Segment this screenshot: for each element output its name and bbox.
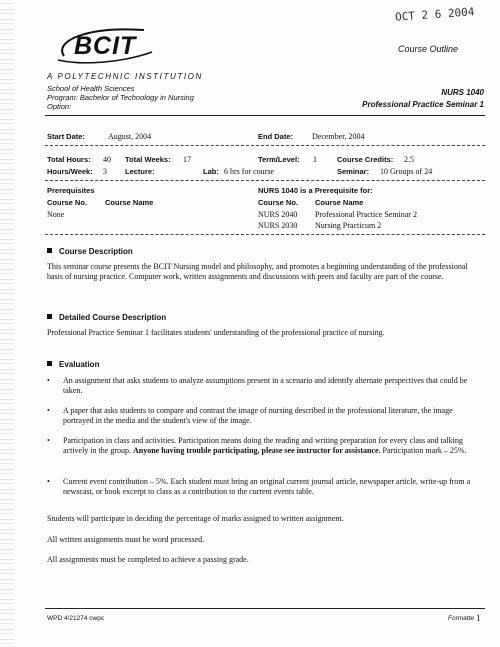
prereq-for-course-name: Professional Practice Seminar 2 xyxy=(315,210,417,219)
logo-text: BCIT xyxy=(74,32,137,60)
scan-edge-artifact xyxy=(0,0,14,647)
prerequisites-heading: Prerequisites xyxy=(47,186,95,195)
square-bullet-icon xyxy=(47,361,52,366)
participation-text: Participation in class and activities. Participation means doing the reading and writing preparation for every class and talking actively in the group. xyxy=(63,436,463,455)
institution-tagline: A POLYTECHNIC INSTITUTION xyxy=(47,72,203,81)
course-description-text: This seminar course presents the BCIT Nursing model and philosophy, and promotes a beginning understanding of the professional basis of nursing practice. Computer work, written assignments and discussions with peers and faculty are part of the course. xyxy=(47,262,468,281)
footer-divider xyxy=(45,608,485,609)
bullet-icon: • xyxy=(47,477,50,486)
hours-per-week-value: 3 xyxy=(103,167,107,176)
total-hours-label: Total Hours: xyxy=(47,155,91,164)
prereq-divider xyxy=(45,234,485,235)
prereq-for-course-no-header: Course No. xyxy=(258,198,299,207)
program-name: Program: Bachelor of Technology in Nursing xyxy=(47,93,194,102)
course-title: Professional Practice Seminar 1 xyxy=(362,100,484,109)
course-code: NURS 1040 xyxy=(441,88,484,97)
hours-per-week-label: Hours/Week: xyxy=(47,167,93,176)
course-credits-value: 2.5 xyxy=(404,155,414,164)
detailed-description-heading: Detailed Course Description xyxy=(47,313,166,322)
total-hours-value: 40 xyxy=(103,155,111,164)
prereq-course-no: None xyxy=(47,210,65,219)
header-divider xyxy=(45,115,485,116)
course-credits-label: Course Credits: xyxy=(337,155,394,164)
bcit-logo xyxy=(44,22,164,76)
page-number: 1 xyxy=(476,613,481,623)
prereq-for-course-name-header: Course Name xyxy=(315,198,364,207)
evaluation-note: All written assignments must be word processed. xyxy=(47,535,205,544)
end-date-value: December, 2004 xyxy=(312,132,365,141)
prereq-course-name-header: Course Name xyxy=(105,198,154,207)
prerequisite-for-heading: NURS 1040 is a Prerequisite for: xyxy=(258,186,373,195)
participation-help-text: Anyone having trouble participating, please see instructor for assistance. xyxy=(132,446,381,455)
total-weeks-value: 17 xyxy=(183,155,191,164)
option-label: Option: xyxy=(47,102,72,111)
seminar-label: Seminar: xyxy=(337,167,370,176)
footer-document-code: WPD 4/21274 cwpc xyxy=(47,615,105,622)
bullet-icon: • xyxy=(47,436,50,445)
bullet-icon: • xyxy=(47,406,50,415)
evaluation-note: Students will participate in deciding the percentage of marks assigned to written assignment. xyxy=(47,514,344,523)
course-description-heading: Course Description xyxy=(47,247,133,256)
start-date-label: Start Date: xyxy=(47,132,85,141)
bullet-icon: • xyxy=(47,376,50,385)
evaluation-heading: Evaluation xyxy=(47,360,99,369)
detailed-description-text: Professional Practice Seminar 1 facilitates students' understanding of the professional practice of nursing. xyxy=(47,328,385,337)
square-bullet-icon xyxy=(47,314,52,319)
term-level-label: Term/Level: xyxy=(258,155,300,164)
lab-label: Lab: xyxy=(203,167,219,176)
prereq-course-no-header: Course No. xyxy=(47,198,88,207)
end-date-label: End Date: xyxy=(258,132,294,141)
hours-divider xyxy=(45,180,485,181)
footer-label: Formatte xyxy=(448,615,475,622)
dates-divider xyxy=(45,145,485,146)
lab-value: 6 hrs for course xyxy=(224,167,274,176)
participation-mark-text: Participation mark – 25%. xyxy=(382,446,467,455)
start-date-value: August, 2004 xyxy=(108,132,152,141)
evaluation-note: All assignments must be completed to achieve a passing grade. xyxy=(47,555,249,564)
prereq-for-course-no: NURS 2040 xyxy=(258,210,298,219)
lecture-label: Lecture: xyxy=(125,167,155,176)
seminar-value: 10 Groups of 24 xyxy=(380,167,433,176)
document-type: Course Outline xyxy=(398,44,459,54)
prereq-for-course-name: Nursing Practicum 2 xyxy=(315,221,382,230)
school-name: School of Health Sciences xyxy=(47,84,135,93)
prereq-for-course-no: NURS 2030 xyxy=(258,221,298,230)
total-weeks-label: Total Weeks: xyxy=(125,155,171,164)
term-level-value: 1 xyxy=(313,155,317,164)
received-date-stamp: OCT 2 6 2004 xyxy=(394,5,475,24)
square-bullet-icon xyxy=(47,248,52,253)
